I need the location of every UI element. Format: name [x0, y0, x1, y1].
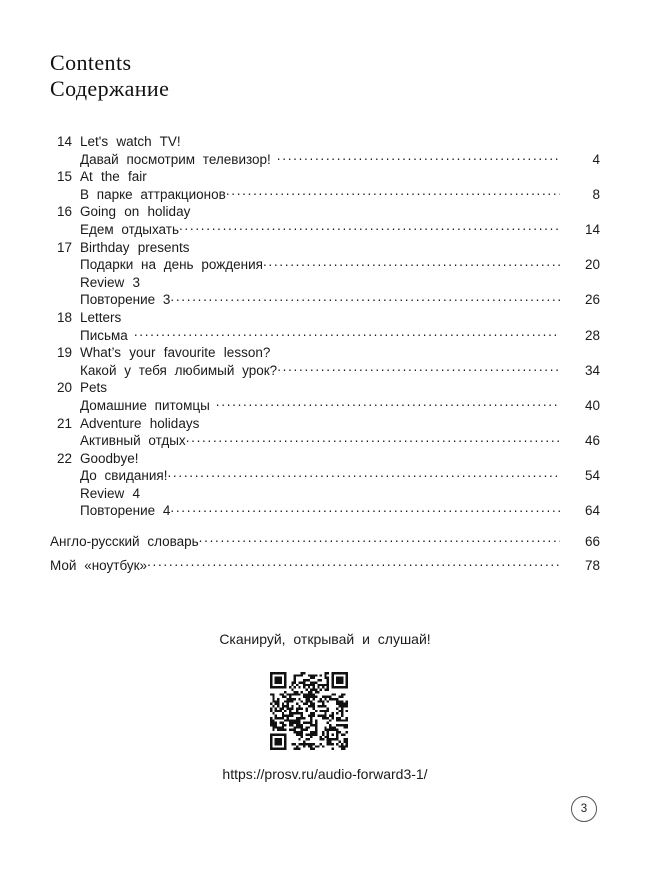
toc-row-title-russian: [50, 327, 600, 345]
toc-title-english: At the fair: [80, 169, 147, 185]
toc-entry: [50, 133, 600, 168]
toc-row-title-russian: [50, 362, 600, 380]
unit-number: 15: [56, 169, 72, 185]
toc-back-matter-title: Англо-русский словарь: [50, 534, 199, 550]
folio-page-number: [571, 796, 597, 822]
page-number: 14: [584, 221, 600, 237]
page-number: 34: [584, 362, 600, 378]
dot-leader: [263, 256, 560, 269]
toc-title-english: Going on holiday: [80, 204, 191, 220]
toc-row-title-english: [50, 450, 600, 468]
dot-leader: [167, 467, 560, 480]
page-number: 28: [584, 327, 600, 343]
page-number: 20: [584, 257, 600, 273]
dot-leader: [216, 397, 560, 410]
toc-title-russian: Какой у тебя любимый урок?: [80, 362, 278, 378]
toc-entry: [50, 344, 600, 379]
toc-row-title-english: [50, 203, 600, 221]
promo-caption: Сканируй, открывай и слушай!: [219, 631, 431, 647]
toc-row-title-english: [50, 133, 600, 151]
toc-title-english: Adventure holidays: [80, 415, 200, 431]
toc-title-russian: До свидания!: [80, 468, 168, 484]
page-number: 40: [584, 397, 600, 413]
page-number: 64: [584, 503, 600, 519]
toc-review-english: Review 4: [80, 485, 141, 501]
toc-entry: [50, 168, 600, 203]
table-of-contents: [50, 133, 600, 574]
qr-code[interactable]: [270, 672, 348, 750]
toc-row-title-russian: [50, 397, 600, 415]
toc-entry: [50, 415, 600, 450]
dot-leader: [199, 533, 560, 546]
page-number: 66: [584, 534, 600, 550]
page-number: 54: [584, 468, 600, 484]
toc-row-title-english: [50, 379, 600, 397]
toc-row-title-russian: [50, 467, 600, 485]
toc-row-title-russian: [50, 151, 600, 169]
toc-review-russian: Повторение 3: [80, 292, 171, 308]
toc-row-title-english: [50, 309, 600, 327]
toc-row-title-english: [50, 344, 600, 362]
toc-title-english: Pets: [80, 380, 108, 396]
unit-number: 14: [56, 134, 72, 149]
dot-leader: [170, 502, 560, 515]
toc-title-english: Goodbye!: [80, 450, 139, 466]
dot-leader: [277, 151, 560, 164]
toc-row-title-russian: [50, 221, 600, 239]
unit-number: 21: [56, 415, 72, 431]
folio-number-text: 3: [580, 803, 588, 815]
page-number: 46: [584, 433, 600, 449]
unit-number: 18: [56, 309, 72, 325]
toc-row-title-english: [50, 239, 600, 257]
dot-leader: [179, 221, 560, 234]
dot-leader: [134, 327, 560, 340]
toc-row-title-russian: [50, 502, 600, 520]
toc-title-russian: Едем отдыхать: [80, 221, 179, 237]
page-title-russian: Содержание: [50, 76, 170, 101]
toc-title-russian: Письма: [80, 327, 128, 343]
toc-back-matter-title: Мой «ноутбук»: [50, 557, 148, 573]
toc-title-english: Birthday presents: [80, 239, 190, 255]
page-number: 26: [584, 292, 600, 308]
page-title-block: [50, 50, 169, 102]
toc-title-english: What’s your favourite lesson?: [80, 345, 271, 361]
page-title-english: Contents: [50, 50, 132, 75]
dot-leader: [277, 362, 560, 375]
toc-entry: [50, 379, 600, 414]
toc-title-russian: Домашние питомцы: [80, 397, 210, 413]
toc-entry: [50, 309, 600, 344]
toc-row-title-russian: [50, 432, 600, 450]
audio-url: https://prosv.ru/audio-forward3-1/: [222, 766, 428, 782]
unit-number: 17: [56, 239, 72, 255]
toc-review-russian: Повторение 4: [80, 503, 171, 519]
unit-number: 20: [56, 380, 72, 396]
toc-back-matter-row: [50, 557, 600, 575]
toc-entry: [50, 239, 600, 309]
unit-number: 19: [56, 345, 72, 361]
toc-title-russian: В парке аттракционов: [80, 186, 226, 202]
toc-row-title-english: [50, 168, 600, 186]
page-number: 4: [592, 151, 600, 167]
toc-row-title-english: [50, 415, 600, 433]
unit-number: 22: [56, 450, 72, 466]
toc-entry: [50, 203, 600, 238]
toc-title-russian: Подарки на день рождения: [80, 257, 263, 273]
toc-title-russian: Активный отдых: [80, 433, 186, 449]
toc-row-title-english: [50, 485, 600, 503]
toc-back-matter-row: [50, 533, 600, 551]
toc-title-english: Let's watch TV!: [80, 134, 181, 149]
toc-row-title-russian: [50, 256, 600, 274]
toc-row-title-russian: [50, 186, 600, 204]
page-number: 78: [584, 557, 600, 573]
dot-leader: [226, 186, 560, 199]
toc-entry: [50, 450, 600, 520]
toc-title-english: Letters: [80, 309, 122, 325]
toc-row-title-english: [50, 274, 600, 292]
unit-number: 16: [56, 204, 72, 220]
dot-leader: [147, 557, 560, 570]
toc-review-english: Review 3: [80, 274, 141, 290]
toc-title-russian: Давай посмотрим телевизор!: [80, 151, 271, 167]
page-number: 8: [592, 186, 600, 202]
toc-row-title-russian: [50, 291, 600, 309]
dot-leader: [186, 432, 560, 445]
dot-leader: [170, 291, 560, 304]
